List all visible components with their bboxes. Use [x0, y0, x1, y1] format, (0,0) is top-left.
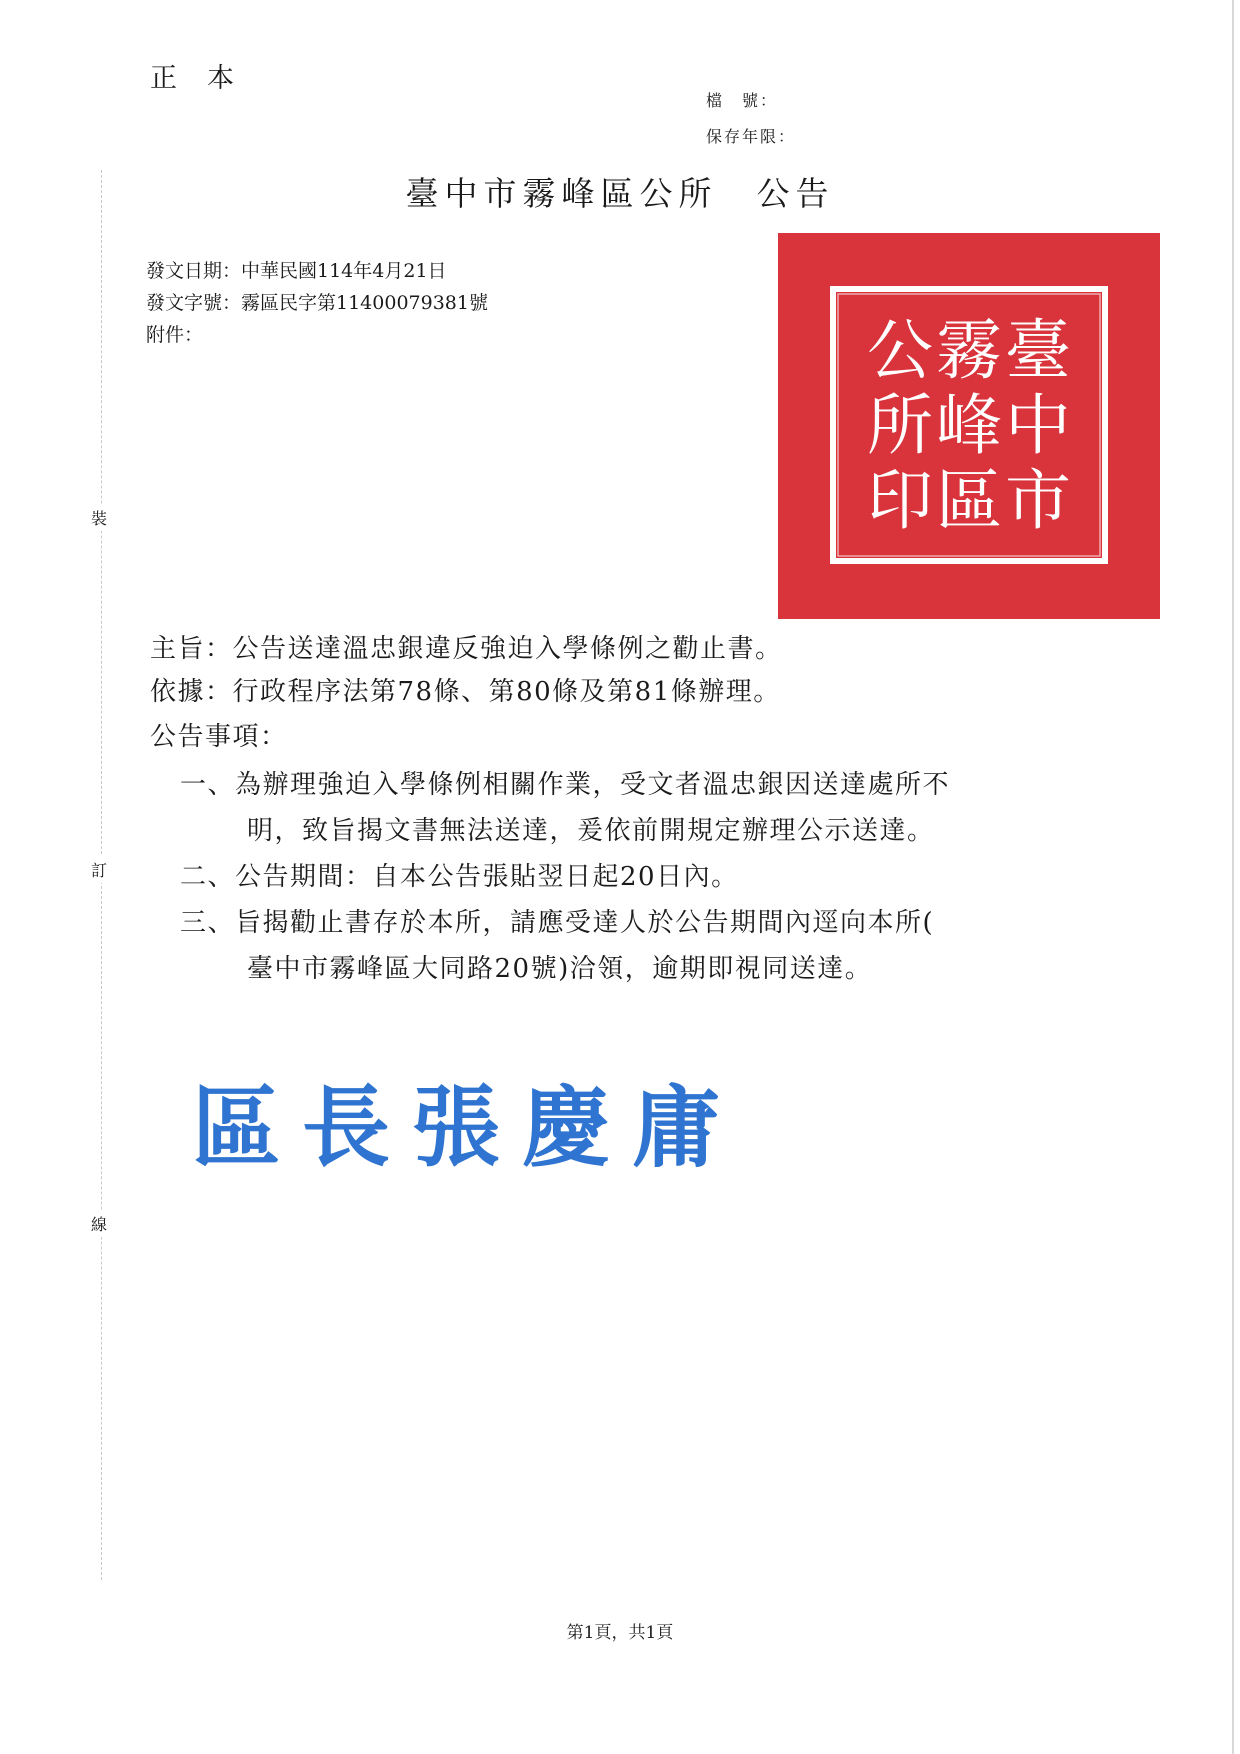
- signature-stamp: 區長張慶庸: [192, 1075, 743, 1179]
- svg-text:公: 公: [867, 312, 933, 389]
- item-3-line-2: 臺中市霧峰區大同路20號)洽領，逾期即視同送達。: [247, 954, 873, 984]
- binding-mark-zhuang: 裝: [91, 504, 107, 531]
- seal-graphic: [778, 233, 1160, 619]
- svg-text:霧: 霧: [936, 312, 1002, 389]
- issue-date: 發文日期：中華民國114年4月21日: [146, 260, 447, 282]
- item-1-line-1: 一、為辦理強迫入學條例相關作業，受文者溫忠銀因送達處所不: [180, 770, 951, 800]
- file-number-label: 檔 號：: [706, 91, 779, 110]
- svg-text:印: 印: [867, 462, 933, 539]
- svg-text:所: 所: [867, 387, 933, 464]
- item-2-line: 二、公告期間：自本公告張貼翌日起20日內。: [180, 862, 739, 892]
- attachment: 附件：: [146, 324, 204, 346]
- svg-text:中: 中: [1005, 387, 1071, 464]
- binding-mark-ding: 訂: [91, 856, 107, 883]
- subject-line: 主旨：公告送達溫忠銀違反強迫入學條例之勸止書。: [150, 634, 783, 664]
- binding-mark-xian: 線: [91, 1210, 107, 1237]
- retention-label: 保存年限：: [706, 127, 797, 146]
- copy-label: 正本: [150, 63, 264, 94]
- items-heading: 公告事項：: [150, 722, 288, 752]
- official-seal: [778, 233, 1160, 619]
- document-number: 發文字號：霧區民字第11400079381號: [146, 292, 488, 314]
- page-edge: [1232, 0, 1234, 1754]
- page-title: 臺中市霧峰區公所 公告: [405, 174, 835, 213]
- basis-line: 依據：行政程序法第78條、第80條及第81條辦理。: [150, 677, 781, 707]
- page-number: 第1頁，共1頁: [566, 1623, 674, 1643]
- item-1-line-2: 明，致旨揭文書無法送達，爰依前開規定辦理公示送達。: [247, 816, 935, 846]
- svg-text:市: 市: [1005, 462, 1071, 539]
- svg-text:臺: 臺: [1005, 312, 1071, 389]
- svg-text:峰: 峰: [936, 387, 1002, 464]
- svg-text:區: 區: [936, 462, 1002, 539]
- item-3-line-1: 三、旨揭勸止書存於本所，請應受達人於公告期間內逕向本所(: [180, 908, 935, 938]
